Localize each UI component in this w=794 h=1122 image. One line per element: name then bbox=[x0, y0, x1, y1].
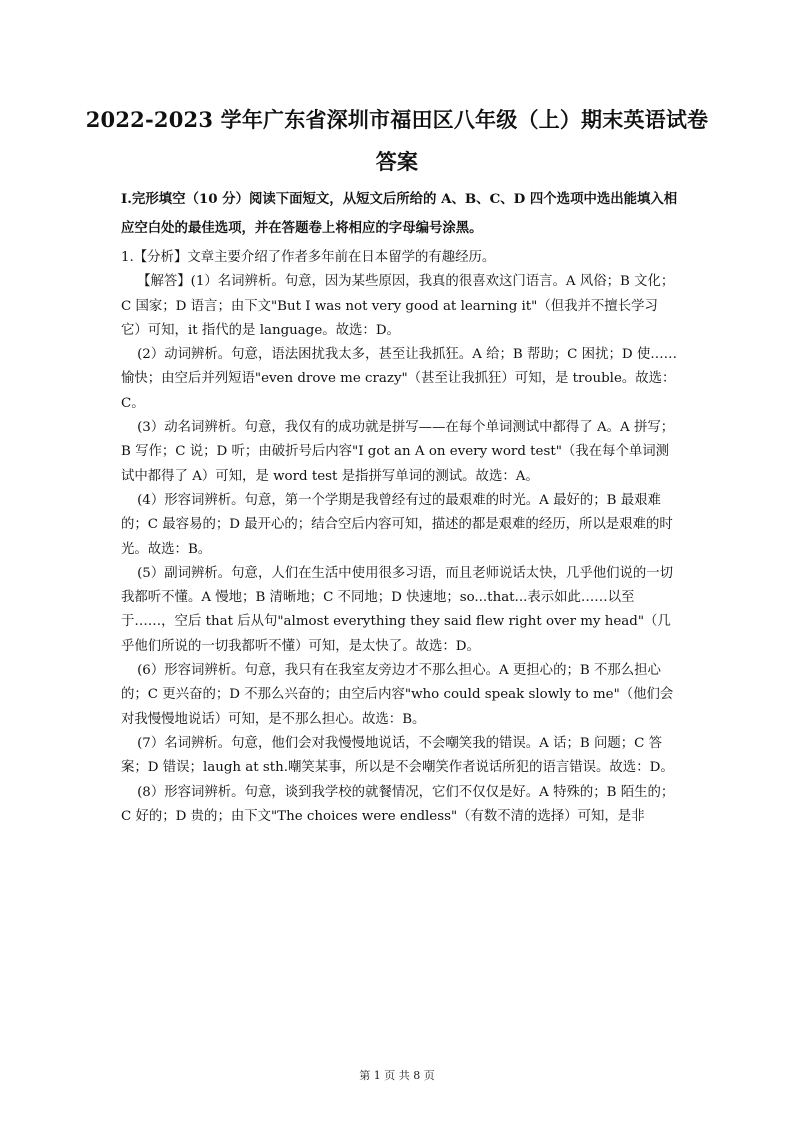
answer-item-4: (4）形容词辨析。句意，第一个学期是我曾经有过的最艰难的时光。A 最好的；B 最艰难的；C 最容易的；D 最开心的；结合空后内容可知，描述的都是艰难的经历，所以是艰难的时光。故选：B。 bbox=[121, 492, 673, 557]
answer-item-3: (3）动名词辨析。句意，我仅有的成功就是拼写——在每个单词测试中都得了 A。A 拼写；B 写作；C 说；D 听；由破折号后内容"I got an A on every word test"（我在每个单词测试中都得了 A）可知，是 word test 是指拼写单词的测试。故选：A。 bbox=[121, 420, 675, 484]
answer-item-2: (2）动词辨析。句意，语法困扰我太多，甚至让我抓狂。A 给；B 帮助；C 困扰；D 使……愉快；由空后并列短语"even drove me crazy"（甚至让我抓狂）可知，是 trouble。故选：C。 bbox=[121, 347, 678, 411]
document-subtitle: 答案 bbox=[375, 149, 419, 174]
page-footer: 第 1 页 共 8 页 bbox=[359, 1069, 435, 1082]
answer-item-8: (8）形容词辨析。句意，谈到我学校的就餐情况，它们不仅仅是好。A 特殊的；B 陌生的；C 好的；D 贵的；由下文"The choices were endless"（有数不清的选择）可知，是非 bbox=[121, 784, 675, 824]
section-heading: I.完形填空（10 分）阅读下面短文，从短文后所给的 A、B、C、D 四个选项中选出能填入相应空白处的最佳选项，并在答题卷上将相应的字母编号涂黑。 bbox=[121, 191, 678, 236]
answer-item-6: (6）形容词辨析。句意，我只有在我室友旁边才不那么担心。A 更担心的；B 不那么担心的；C 更兴奋的；D 不那么兴奋的；由空后内容"who could speak slowly to me"（他们会对我慢慢地说话）可知，是不那么担心。故选：B。 bbox=[121, 663, 674, 727]
answer-item-5: (5）副词辨析。句意，人们在生活中使用很多习语，而且老师说话太快，几乎他们说的一切我都听不懂。A 慢地；B 清晰地；C 不同地；D 快速地；so...that...表示如此……以至于……，空后 that 后从句"almost everything they said flew right over my head"（几乎他们所说的一切我都听不懂）可知，是太快了。故选：D。 bbox=[121, 565, 674, 654]
answer-body bbox=[121, 246, 677, 829]
analysis-line: 1.【分析】文章主要介绍了作者多年前在日本留学的有趣经历。 bbox=[121, 250, 496, 265]
answer-item-1: 【解答】(1）名词辨析。句意，因为某些原因，我真的很喜欢这门语言。A 风俗；B 文化；C 国家；D 语言；由下文"But I was not very good at learning it"（但我并不擅长学习它）可知，it 指代的是 language。故选：D。 bbox=[121, 274, 675, 338]
answer-item-7: (7）名词辨析。句意，他们会对我慢慢地说话，不会嘲笑我的错误。A 话；B 问题；C 答案；D 错误；laugh at sth.嘲笑某事，所以是不会嘲笑作者说话所犯的语言错误。故选：D。 bbox=[121, 735, 674, 776]
document-title: 2022-2023 学年广东省深圳市福田区八年级（上）期末英语试卷 bbox=[85, 107, 709, 132]
